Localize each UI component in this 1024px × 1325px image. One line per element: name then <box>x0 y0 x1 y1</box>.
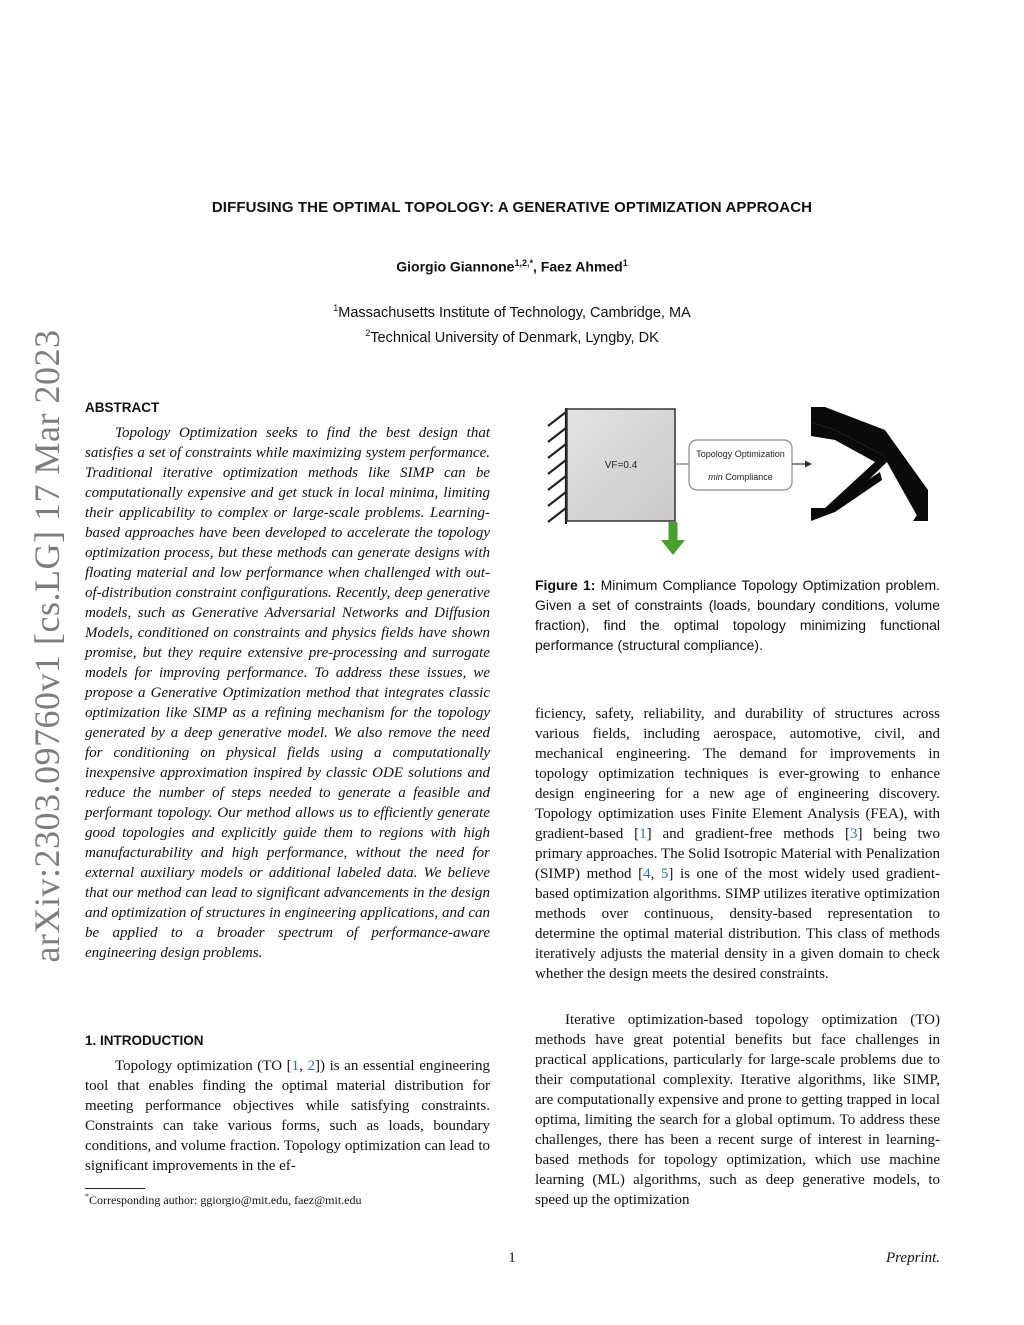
abstract-heading: ABSTRACT <box>85 400 160 415</box>
citation-link[interactable]: 1 <box>291 1058 300 1074</box>
paper-title: DIFFUSING THE OPTIMAL TOPOLOGY: A GENERATIVE OPTIMIZATION APPROACH <box>211 199 813 216</box>
affiliation-mark: 2 <box>365 327 371 338</box>
introduction-heading: 1. INTRODUCTION <box>85 1033 204 1048</box>
text-run: ] and gradient-free methods [ <box>646 826 850 842</box>
figure-1-diagram <box>535 400 940 565</box>
text-run: ] being two primary approaches. The Solid Isotropic Material with Penalization (SIMP) method [ <box>535 826 940 882</box>
abstract-text: Topology Optimization seeks to find the best design that satisfies a set of constraints while maximizing system performance. Traditional iterative optimization methods like SIMP can be computationally expensive and get stuck in local minima, limiting their applicability to complex or large-scale problems. Learning-based approaches have been developed to accelerate the topology optimization process, but these methods can generate designs with floating material and low performance when challenged with out-of-distribution constraint configurations. Recently, deep generative models, such as Generative Adversarial Networks and Diffusion Models, conditioned on constraints and physics fields have shown promise, but they require extensive pre-processing and surrogate models for improving performance. To address these issues, we propose a Generative Optimization method that integrates classic optimization like SIMP as a refining mechanism for the topology generated by a deep generative model. We also remove the need for conditioning on physical fields using a computationally inexpensive approximation inspired by classic ODE solutions and reduce the number of steps needed to generate a feasible and performant topology. Our method allows us to efficiently generate good topologies and explicitly guide them to regions with high manufacturability and high performance, without the need for external auxiliary models or additional labeled data. We believe that our method can lead to significant advancements in the design and optimization of structures in engineering applications, and can be applied to a broader spectrum of performance-aware engineering design problems. <box>85 425 490 961</box>
box-objective-min: min <box>708 472 723 482</box>
box-objective-rest: Compliance <box>722 472 773 482</box>
author-separator: , <box>533 258 541 275</box>
affiliation-text: Massachusetts Institute of Technology, Cambridge, MA <box>338 304 691 321</box>
result-arrow-head <box>805 461 812 468</box>
figure-caption <box>535 575 940 655</box>
affiliation-text: Technical University of Denmark, Lyngby, DK <box>370 329 659 346</box>
citation-link[interactable]: 4 <box>643 866 651 882</box>
citation-link[interactable]: 3 <box>849 826 858 842</box>
citation-link[interactable]: 2 <box>307 1058 315 1074</box>
text-run: Topology optimization (TO [ <box>115 1058 292 1074</box>
citation-link[interactable]: 1 <box>639 826 647 842</box>
text-run: , <box>299 1058 308 1074</box>
text-run: , <box>650 866 661 882</box>
introduction-paragraph <box>85 1056 490 1176</box>
footnote-rule <box>85 1188 145 1189</box>
right-column-paragraph <box>535 704 940 984</box>
affiliations <box>0 298 1024 348</box>
text-run: ] is one of the most widely used gradient-based optimization algorithms. SIMP utilizes iterative optimization methods over continuous, density-based representation to determine the optimal material distribution. This class of methods iteratively adjusts the material density in a given domain to check whether the design meets the desired constraints. <box>535 866 940 982</box>
footnote <box>85 1192 490 1208</box>
footnote-text: Corresponding author: ggiorgio@mit.edu, faez@mit.edu <box>89 1193 362 1207</box>
preprint-label: Preprint. <box>885 1250 940 1266</box>
caption-label: Figure 1: <box>535 577 596 593</box>
author-name: Faez Ahmed <box>540 258 623 275</box>
citation-link[interactable]: 5 <box>660 866 669 882</box>
caption-text: Minimum Compliance Topology Optimization problem. Given a set of constraints (loads, boundary conditions, volume fraction), find the optimal topology minimizing functional performance (structural compliance). <box>535 577 941 653</box>
load-arrow <box>661 522 685 555</box>
affiliation-marks: 1 <box>622 258 628 268</box>
page-number: 1 <box>508 1250 516 1266</box>
optimized-topology <box>811 407 928 521</box>
footnote-mark: * <box>85 1192 89 1201</box>
arxiv-stamp: arXiv:2303.09760v1 [cs.LG] 17 Mar 2023 <box>27 329 67 963</box>
box-title: Topology Optimization <box>696 449 785 459</box>
author-name: Giorgio Giannone <box>396 258 515 275</box>
affiliation-line <box>0 323 1024 348</box>
text-run: ficiency, safety, reliability, and durability of structures across various fields, including aerospace, automotive, civil, and mechanical engineering. The demand for improvements in topology optimization techniques is ever-growing to enhance design engineering for a new age of engineering discovery. Topology optimization uses Finite Element Analysis (FEA), with gradient-based [ <box>535 706 940 842</box>
volume-fraction-label: VF=0.4 <box>604 460 638 471</box>
topology-optimization-box <box>689 440 792 490</box>
affiliation-mark: 1 <box>333 303 339 313</box>
text-run: ]) is an essential engineering tool that enables finding the optimal material distribution for meeting performance objectives while satisfying constraints. Constraints can take various forms, such as loads, boundary conditions, and volume fraction. Topology optimization can lead to significant improvements in the ef- <box>85 1058 490 1174</box>
affiliation-marks: 1,2, <box>514 258 530 268</box>
affiliation-line <box>0 298 1024 323</box>
right-column-paragraph: Iterative optimization-based topology optimization (TO) methods have great potential benefits but face challenges in practical applications, particularly for large-scale problems due to their computational complexity. Iterative algorithms, like SIMP, are computationally expensive and prone to getting trapped in local optima, limiting the search for a global optimum. To address these challenges, there has been a recent surge of interest in learning-based methods for topology optimization, which use machine learning (ML) algorithms, such as deep generative models, to speed up the optimization <box>535 1012 940 1208</box>
box-objective <box>708 472 773 482</box>
fixed-support-hatching <box>548 408 566 524</box>
authors <box>0 258 1024 275</box>
corresponding-mark: * <box>529 258 533 268</box>
